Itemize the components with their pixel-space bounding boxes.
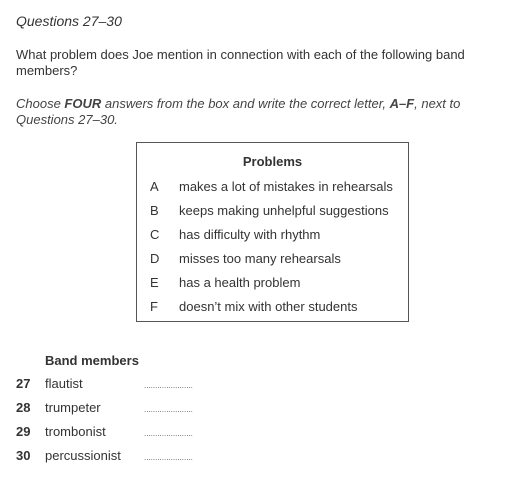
question-number: 29 [16, 424, 31, 439]
answer-blank[interactable]: ...................... [144, 429, 193, 438]
option-letter: B [150, 203, 159, 218]
problem-option-c [137, 225, 408, 245]
instruction-part-3: , next to Questions 27–30. [16, 96, 461, 127]
option-text: doesn’t mix with other students [179, 299, 358, 314]
problems-title: Problems [242, 154, 303, 169]
problem-option-e [137, 273, 408, 293]
problems-box [136, 142, 409, 322]
instruction-part-2: answers from the box and write the correct letter, [101, 96, 390, 111]
option-text: keeps making unhelpful suggestions [179, 203, 389, 218]
option-text: has a health problem [179, 275, 301, 290]
option-text: misses too many rehearsals [179, 251, 341, 266]
option-letter: C [150, 227, 160, 242]
band-member-name: flautist [45, 376, 83, 391]
answer-blank[interactable]: ...................... [144, 453, 193, 462]
question-number: 27 [16, 376, 31, 391]
option-letter: D [150, 251, 160, 266]
question-number: 28 [16, 400, 31, 415]
band-member-name: trumpeter [45, 400, 101, 415]
option-letter: E [150, 275, 159, 290]
instruction-bold-2: A–F [389, 96, 415, 111]
band-members-title: Band members [45, 353, 139, 368]
questions-heading: Questions 27–30 [16, 13, 122, 29]
band-member-name: trombonist [45, 424, 106, 439]
instruction-part-1: Choose [16, 96, 65, 111]
problem-option-d [137, 249, 408, 269]
problem-option-a [137, 177, 408, 197]
question-text: What problem does Joe mention in connection with each of the following band members? [16, 47, 465, 78]
problem-option-f [137, 297, 408, 317]
band-member-name: percussionist [45, 448, 121, 463]
option-text: has difficulty with rhythm [179, 227, 321, 242]
problem-option-b [137, 201, 408, 221]
option-letter: A [150, 179, 159, 194]
answer-blank[interactable]: ...................... [144, 381, 193, 390]
instruction-bold-1: FOUR [64, 96, 102, 111]
option-letter: F [150, 299, 158, 314]
instruction-text [16, 96, 486, 128]
answer-blank[interactable]: ...................... [144, 405, 193, 414]
option-text: makes a lot of mistakes in rehearsals [179, 179, 393, 194]
question-number: 30 [16, 448, 31, 463]
